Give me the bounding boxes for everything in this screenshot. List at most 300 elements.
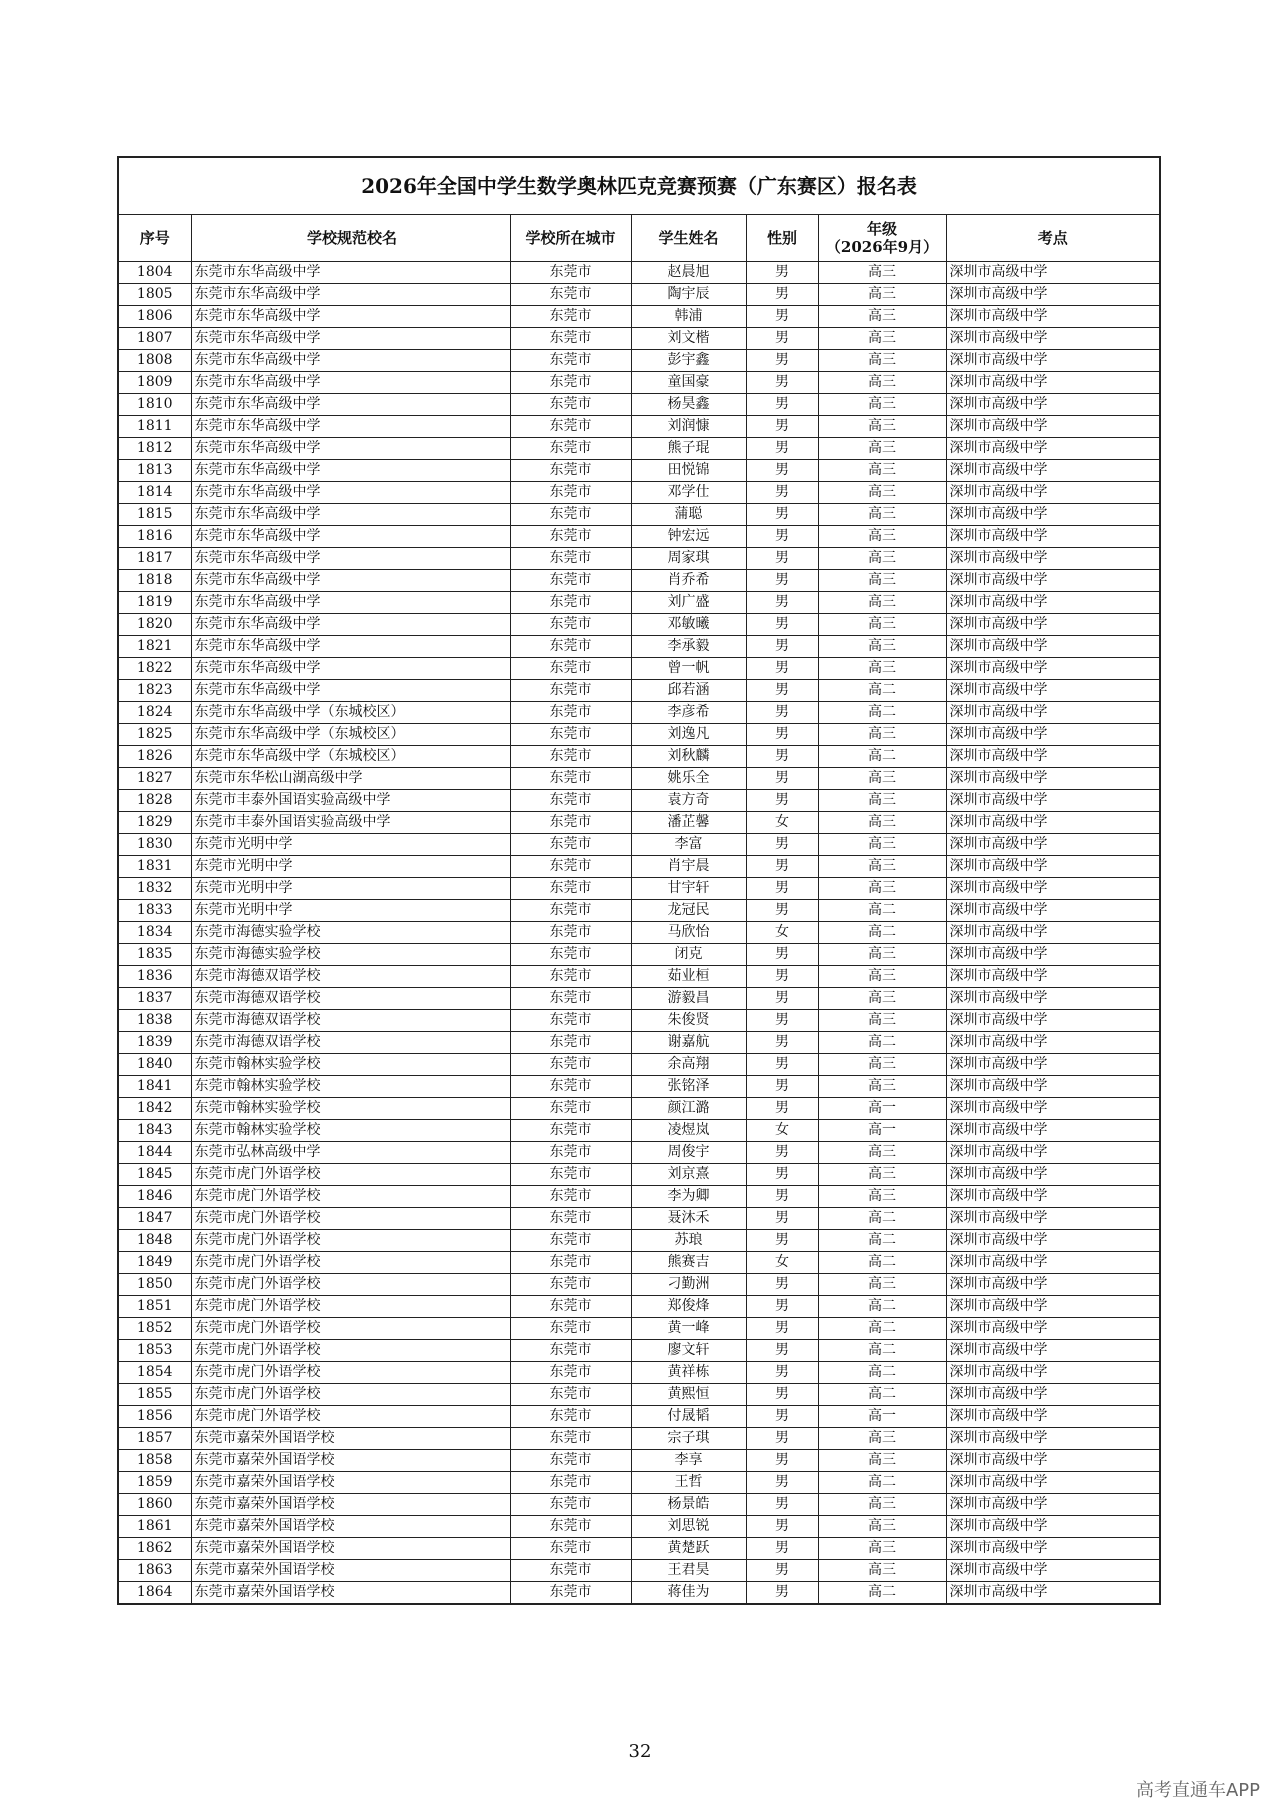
cell-venue: 深圳市高级中学 (946, 1406, 1160, 1428)
table-row (118, 856, 1160, 878)
cell-seq: 1823 (118, 680, 191, 702)
cell-gender: 男 (746, 460, 818, 482)
header-city: 学校所在城市 (510, 215, 631, 262)
cell-gender: 男 (746, 592, 818, 614)
cell-city: 东莞市 (510, 372, 631, 394)
cell-seq: 1857 (118, 1428, 191, 1450)
cell-gender: 男 (746, 1362, 818, 1384)
table-row (118, 416, 1160, 438)
cell-seq: 1841 (118, 1076, 191, 1098)
cell-name: 廖文轩 (631, 1340, 746, 1362)
table-row (118, 988, 1160, 1010)
cell-city: 东莞市 (510, 328, 631, 350)
cell-grade: 高一 (818, 1098, 946, 1120)
cell-gender: 男 (746, 900, 818, 922)
cell-school: 东莞市海德双语学校 (191, 1032, 510, 1054)
cell-gender: 男 (746, 1230, 818, 1252)
cell-name: 聂沐禾 (631, 1208, 746, 1230)
table-row (118, 1032, 1160, 1054)
cell-school: 东莞市东华高级中学 (191, 504, 510, 526)
cell-grade: 高三 (818, 988, 946, 1010)
cell-school: 东莞市嘉荣外国语学校 (191, 1516, 510, 1538)
cell-school: 东莞市虎门外语学校 (191, 1164, 510, 1186)
cell-name: 张铭泽 (631, 1076, 746, 1098)
cell-seq: 1804 (118, 262, 191, 284)
table-row (118, 658, 1160, 680)
cell-school: 东莞市光明中学 (191, 856, 510, 878)
cell-venue: 深圳市高级中学 (946, 746, 1160, 768)
cell-city: 东莞市 (510, 1164, 631, 1186)
cell-city: 东莞市 (510, 548, 631, 570)
cell-name: 邱若涵 (631, 680, 746, 702)
cell-city: 东莞市 (510, 834, 631, 856)
header-grade (818, 215, 946, 262)
table-row (118, 482, 1160, 504)
cell-city: 东莞市 (510, 350, 631, 372)
cell-seq: 1833 (118, 900, 191, 922)
cell-school: 东莞市虎门外语学校 (191, 1296, 510, 1318)
header-grade-line2: （2026年9月） (825, 238, 939, 256)
table-row (118, 1472, 1160, 1494)
cell-city: 东莞市 (510, 460, 631, 482)
cell-name: 赵晨旭 (631, 262, 746, 284)
cell-grade: 高三 (818, 1450, 946, 1472)
cell-venue: 深圳市高级中学 (946, 900, 1160, 922)
cell-gender: 男 (746, 1142, 818, 1164)
cell-city: 东莞市 (510, 768, 631, 790)
cell-grade: 高二 (818, 1208, 946, 1230)
cell-gender: 男 (746, 1582, 818, 1605)
cell-gender: 男 (746, 438, 818, 460)
cell-venue: 深圳市高级中学 (946, 548, 1160, 570)
cell-venue: 深圳市高级中学 (946, 702, 1160, 724)
cell-name: 周俊宇 (631, 1142, 746, 1164)
cell-venue: 深圳市高级中学 (946, 284, 1160, 306)
cell-venue: 深圳市高级中学 (946, 636, 1160, 658)
cell-grade: 高一 (818, 1406, 946, 1428)
cell-city: 东莞市 (510, 1428, 631, 1450)
page-number: 32 (628, 1741, 652, 1762)
table-row (118, 1494, 1160, 1516)
cell-school: 东莞市虎门外语学校 (191, 1274, 510, 1296)
cell-grade: 高三 (818, 1142, 946, 1164)
cell-gender: 男 (746, 988, 818, 1010)
cell-name: 刘广盛 (631, 592, 746, 614)
cell-seq: 1826 (118, 746, 191, 768)
cell-gender: 女 (746, 1120, 818, 1142)
table-row (118, 592, 1160, 614)
cell-gender: 男 (746, 1472, 818, 1494)
cell-name: 刘文楷 (631, 328, 746, 350)
cell-school: 东莞市东华高级中学 (191, 570, 510, 592)
cell-name: 曾一帆 (631, 658, 746, 680)
cell-school: 东莞市翰林实验学校 (191, 1120, 510, 1142)
cell-seq: 1863 (118, 1560, 191, 1582)
cell-gender: 男 (746, 746, 818, 768)
cell-city: 东莞市 (510, 702, 631, 724)
cell-name: 李承毅 (631, 636, 746, 658)
cell-grade: 高三 (818, 592, 946, 614)
cell-city: 东莞市 (510, 306, 631, 328)
cell-city: 东莞市 (510, 966, 631, 988)
table-row (118, 1274, 1160, 1296)
cell-seq: 1851 (118, 1296, 191, 1318)
cell-grade: 高二 (818, 1252, 946, 1274)
cell-school: 东莞市东华高级中学 (191, 548, 510, 570)
cell-school: 东莞市东华高级中学 (191, 636, 510, 658)
cell-city: 东莞市 (510, 1318, 631, 1340)
cell-seq: 1829 (118, 812, 191, 834)
cell-name: 邓敏曦 (631, 614, 746, 636)
cell-gender: 男 (746, 944, 818, 966)
cell-grade: 高三 (818, 1186, 946, 1208)
cell-grade: 高三 (818, 460, 946, 482)
cell-school: 东莞市东华高级中学 (191, 460, 510, 482)
cell-grade: 高三 (818, 834, 946, 856)
cell-venue: 深圳市高级中学 (946, 1516, 1160, 1538)
cell-venue: 深圳市高级中学 (946, 1340, 1160, 1362)
header-grade-line1: 年级 (866, 220, 897, 238)
cell-city: 东莞市 (510, 526, 631, 548)
cell-name: 苏琅 (631, 1230, 746, 1252)
cell-name: 钟宏远 (631, 526, 746, 548)
cell-grade: 高二 (818, 1318, 946, 1340)
cell-city: 东莞市 (510, 592, 631, 614)
cell-school: 东莞市东华松山湖高级中学 (191, 768, 510, 790)
cell-name: 刘润慷 (631, 416, 746, 438)
cell-school: 东莞市翰林实验学校 (191, 1098, 510, 1120)
cell-seq: 1861 (118, 1516, 191, 1538)
cell-seq: 1819 (118, 592, 191, 614)
cell-gender: 男 (746, 680, 818, 702)
table-row (118, 1362, 1160, 1384)
cell-city: 东莞市 (510, 1054, 631, 1076)
cell-name: 郑俊烽 (631, 1296, 746, 1318)
table-row (118, 438, 1160, 460)
cell-city: 东莞市 (510, 856, 631, 878)
cell-seq: 1828 (118, 790, 191, 812)
cell-name: 蒲聪 (631, 504, 746, 526)
cell-venue: 深圳市高级中学 (946, 416, 1160, 438)
cell-venue: 深圳市高级中学 (946, 944, 1160, 966)
cell-school: 东莞市东华高级中学 (191, 658, 510, 680)
cell-name: 童国豪 (631, 372, 746, 394)
cell-venue: 深圳市高级中学 (946, 328, 1160, 350)
cell-city: 东莞市 (510, 1340, 631, 1362)
cell-venue: 深圳市高级中学 (946, 1274, 1160, 1296)
cell-city: 东莞市 (510, 1362, 631, 1384)
cell-city: 东莞市 (510, 1230, 631, 1252)
cell-city: 东莞市 (510, 900, 631, 922)
cell-city: 东莞市 (510, 680, 631, 702)
cell-city: 东莞市 (510, 1450, 631, 1472)
cell-school: 东莞市丰泰外国语实验高级中学 (191, 812, 510, 834)
cell-city: 东莞市 (510, 1032, 631, 1054)
cell-grade: 高三 (818, 1054, 946, 1076)
cell-venue: 深圳市高级中学 (946, 1098, 1160, 1120)
cell-seq: 1816 (118, 526, 191, 548)
table-row (118, 724, 1160, 746)
cell-gender: 男 (746, 1318, 818, 1340)
cell-city: 东莞市 (510, 790, 631, 812)
cell-school: 东莞市虎门外语学校 (191, 1230, 510, 1252)
table-row (118, 548, 1160, 570)
cell-school: 东莞市翰林实验学校 (191, 1076, 510, 1098)
table-row (118, 1582, 1160, 1605)
cell-name: 闭克 (631, 944, 746, 966)
cell-name: 黄祥栋 (631, 1362, 746, 1384)
cell-grade: 高二 (818, 1340, 946, 1362)
cell-school: 东莞市东华高级中学 (191, 372, 510, 394)
cell-seq: 1806 (118, 306, 191, 328)
cell-grade: 高三 (818, 482, 946, 504)
cell-seq: 1839 (118, 1032, 191, 1054)
cell-grade: 高三 (818, 416, 946, 438)
cell-grade: 高三 (818, 966, 946, 988)
cell-name: 刁勤洲 (631, 1274, 746, 1296)
cell-venue: 深圳市高级中学 (946, 1538, 1160, 1560)
cell-city: 东莞市 (510, 1582, 631, 1605)
table-row (118, 900, 1160, 922)
cell-seq: 1843 (118, 1120, 191, 1142)
cell-name: 刘秋麟 (631, 746, 746, 768)
cell-city: 东莞市 (510, 812, 631, 834)
cell-seq: 1805 (118, 284, 191, 306)
table-row (118, 284, 1160, 306)
cell-venue: 深圳市高级中学 (946, 1054, 1160, 1076)
table-row (118, 1076, 1160, 1098)
cell-seq: 1849 (118, 1252, 191, 1274)
cell-name: 黄一峰 (631, 1318, 746, 1340)
cell-venue: 深圳市高级中学 (946, 614, 1160, 636)
registration-table (117, 156, 1161, 1605)
cell-grade: 高三 (818, 394, 946, 416)
cell-school: 东莞市虎门外语学校 (191, 1340, 510, 1362)
table-row (118, 1340, 1160, 1362)
cell-gender: 男 (746, 1560, 818, 1582)
cell-name: 肖宇晨 (631, 856, 746, 878)
cell-school: 东莞市弘林高级中学 (191, 1142, 510, 1164)
cell-city: 东莞市 (510, 1296, 631, 1318)
cell-school: 东莞市东华高级中学 (191, 328, 510, 350)
table-row (118, 790, 1160, 812)
cell-name: 李为卿 (631, 1186, 746, 1208)
cell-seq: 1818 (118, 570, 191, 592)
cell-gender: 男 (746, 658, 818, 680)
cell-gender: 女 (746, 1252, 818, 1274)
cell-grade: 高三 (818, 438, 946, 460)
table-row (118, 1208, 1160, 1230)
cell-seq: 1850 (118, 1274, 191, 1296)
cell-venue: 深圳市高级中学 (946, 350, 1160, 372)
cell-seq: 1821 (118, 636, 191, 658)
cell-venue: 深圳市高级中学 (946, 1186, 1160, 1208)
cell-seq: 1817 (118, 548, 191, 570)
cell-school: 东莞市虎门外语学校 (191, 1362, 510, 1384)
cell-city: 东莞市 (510, 504, 631, 526)
cell-venue: 深圳市高级中学 (946, 768, 1160, 790)
cell-city: 东莞市 (510, 416, 631, 438)
cell-gender: 男 (746, 1076, 818, 1098)
cell-school: 东莞市虎门外语学校 (191, 1252, 510, 1274)
table-row (118, 1252, 1160, 1274)
cell-seq: 1813 (118, 460, 191, 482)
cell-school: 东莞市嘉荣外国语学校 (191, 1494, 510, 1516)
cell-seq: 1844 (118, 1142, 191, 1164)
cell-venue: 深圳市高级中学 (946, 526, 1160, 548)
table-row (118, 1142, 1160, 1164)
cell-grade: 高二 (818, 680, 946, 702)
cell-seq: 1837 (118, 988, 191, 1010)
cell-grade: 高三 (818, 526, 946, 548)
cell-school: 东莞市东华高级中学 (191, 680, 510, 702)
cell-venue: 深圳市高级中学 (946, 790, 1160, 812)
cell-school: 东莞市丰泰外国语实验高级中学 (191, 790, 510, 812)
cell-venue: 深圳市高级中学 (946, 1230, 1160, 1252)
cell-gender: 男 (746, 1494, 818, 1516)
cell-city: 东莞市 (510, 284, 631, 306)
cell-gender: 男 (746, 526, 818, 548)
cell-seq: 1848 (118, 1230, 191, 1252)
cell-seq: 1860 (118, 1494, 191, 1516)
cell-name: 邓学仕 (631, 482, 746, 504)
cell-gender: 男 (746, 790, 818, 812)
cell-grade: 高三 (818, 284, 946, 306)
cell-name: 颜江潞 (631, 1098, 746, 1120)
cell-name: 游毅昌 (631, 988, 746, 1010)
cell-grade: 高二 (818, 1362, 946, 1384)
cell-school: 东莞市东华高级中学 (191, 262, 510, 284)
cell-gender: 男 (746, 284, 818, 306)
cell-city: 东莞市 (510, 746, 631, 768)
cell-grade: 高二 (818, 1032, 946, 1054)
table-row (118, 328, 1160, 350)
cell-grade: 高三 (818, 812, 946, 834)
cell-venue: 深圳市高级中学 (946, 1032, 1160, 1054)
cell-gender: 男 (746, 614, 818, 636)
header-seq: 序号 (118, 215, 191, 262)
cell-venue: 深圳市高级中学 (946, 1428, 1160, 1450)
cell-gender: 男 (746, 636, 818, 658)
table-row (118, 680, 1160, 702)
table-body (118, 262, 1160, 1605)
cell-city: 东莞市 (510, 878, 631, 900)
table-row (118, 1010, 1160, 1032)
cell-school: 东莞市光明中学 (191, 878, 510, 900)
cell-grade: 高三 (818, 306, 946, 328)
cell-city: 东莞市 (510, 482, 631, 504)
cell-venue: 深圳市高级中学 (946, 988, 1160, 1010)
cell-grade: 高二 (818, 1472, 946, 1494)
cell-gender: 男 (746, 372, 818, 394)
watermark: 高考直通车APP (1135, 1780, 1260, 1801)
cell-city: 东莞市 (510, 1010, 631, 1032)
cell-venue: 深圳市高级中学 (946, 856, 1160, 878)
table-row (118, 1230, 1160, 1252)
cell-school: 东莞市东华高级中学 (191, 526, 510, 548)
table-row (118, 1428, 1160, 1450)
cell-grade: 高三 (818, 944, 946, 966)
cell-gender: 男 (746, 548, 818, 570)
table-row (118, 350, 1160, 372)
cell-school: 东莞市东华高级中学（东城校区） (191, 702, 510, 724)
cell-venue: 深圳市高级中学 (946, 372, 1160, 394)
cell-city: 东莞市 (510, 658, 631, 680)
cell-grade: 高三 (818, 636, 946, 658)
cell-name: 王哲 (631, 1472, 746, 1494)
cell-grade: 高三 (818, 1076, 946, 1098)
cell-grade: 高二 (818, 1582, 946, 1605)
cell-name: 李富 (631, 834, 746, 856)
table-row (118, 1560, 1160, 1582)
cell-grade: 高三 (818, 1428, 946, 1450)
cell-school: 东莞市嘉荣外国语学校 (191, 1450, 510, 1472)
table-row (118, 1054, 1160, 1076)
cell-school: 东莞市东华高级中学 (191, 284, 510, 306)
cell-seq: 1852 (118, 1318, 191, 1340)
cell-seq: 1825 (118, 724, 191, 746)
cell-city: 东莞市 (510, 1538, 631, 1560)
cell-venue: 深圳市高级中学 (946, 1494, 1160, 1516)
cell-school: 东莞市东华高级中学 (191, 482, 510, 504)
cell-venue: 深圳市高级中学 (946, 658, 1160, 680)
cell-grade: 高三 (818, 1010, 946, 1032)
cell-gender: 男 (746, 1208, 818, 1230)
cell-school: 东莞市嘉荣外国语学校 (191, 1538, 510, 1560)
cell-school: 东莞市光明中学 (191, 834, 510, 856)
cell-name: 龙冠民 (631, 900, 746, 922)
cell-name: 熊子琨 (631, 438, 746, 460)
cell-venue: 深圳市高级中学 (946, 1472, 1160, 1494)
cell-venue: 深圳市高级中学 (946, 878, 1160, 900)
cell-gender: 男 (746, 350, 818, 372)
cell-grade: 高三 (818, 328, 946, 350)
cell-venue: 深圳市高级中学 (946, 834, 1160, 856)
cell-seq: 1810 (118, 394, 191, 416)
cell-name: 谢嘉航 (631, 1032, 746, 1054)
cell-grade: 高三 (818, 548, 946, 570)
cell-name: 黄楚跃 (631, 1538, 746, 1560)
cell-city: 东莞市 (510, 944, 631, 966)
cell-gender: 男 (746, 328, 818, 350)
cell-gender: 男 (746, 262, 818, 284)
cell-seq: 1847 (118, 1208, 191, 1230)
table-row (118, 394, 1160, 416)
table-row (118, 702, 1160, 724)
cell-school: 东莞市海德双语学校 (191, 966, 510, 988)
table-row (118, 966, 1160, 988)
cell-venue: 深圳市高级中学 (946, 812, 1160, 834)
table-row (118, 636, 1160, 658)
cell-grade: 高三 (818, 724, 946, 746)
cell-seq: 1846 (118, 1186, 191, 1208)
cell-gender: 男 (746, 1384, 818, 1406)
cell-city: 东莞市 (510, 1516, 631, 1538)
table-row (118, 1384, 1160, 1406)
cell-name: 刘逸凡 (631, 724, 746, 746)
cell-venue: 深圳市高级中学 (946, 1252, 1160, 1274)
table-title: 2026年全国中学生数学奥林匹克竞赛预赛（广东赛区）报名表 (118, 157, 1160, 215)
table-row (118, 922, 1160, 944)
cell-seq: 1832 (118, 878, 191, 900)
cell-name: 熊赛吉 (631, 1252, 746, 1274)
cell-grade: 高三 (818, 372, 946, 394)
cell-grade: 高三 (818, 1274, 946, 1296)
cell-seq: 1835 (118, 944, 191, 966)
cell-seq: 1855 (118, 1384, 191, 1406)
cell-city: 东莞市 (510, 262, 631, 284)
cell-city: 东莞市 (510, 1472, 631, 1494)
